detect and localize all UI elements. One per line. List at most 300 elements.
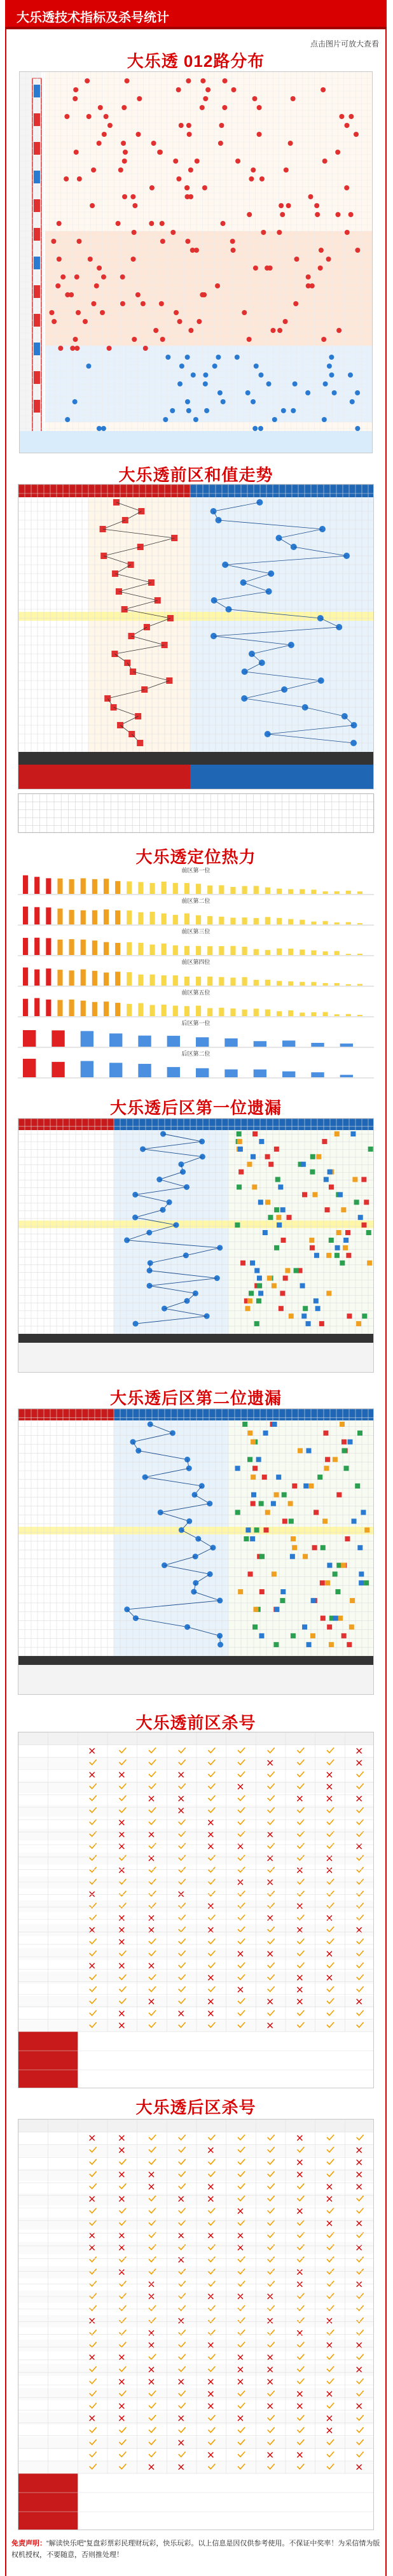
ball [121,141,126,146]
heat-bar [57,1000,62,1016]
check-icon [238,2159,245,2164]
ball [231,87,236,92]
attr-mark [325,1580,330,1585]
cross-icon [208,2403,213,2409]
ball [101,274,106,280]
check-icon [149,2159,156,2164]
attr-mark [310,1633,315,1638]
highlight-row [18,1527,374,1534]
heat-bar [138,975,143,986]
check-icon [357,2135,364,2140]
check-icon [90,1939,97,1944]
cross-icon [119,2403,124,2409]
attr-mark [329,1238,334,1243]
ball [254,364,259,369]
check-icon [179,2281,186,2286]
ball [215,283,220,288]
ball [283,319,288,324]
attr-mark [237,1131,242,1136]
check-icon [327,2011,334,2016]
ball [98,105,103,110]
heat-bar [34,938,39,955]
heat-bar [311,1043,324,1047]
cross-icon [208,2011,213,2016]
heat-bar [149,912,155,924]
attr-mark [354,1200,359,1205]
attr-mark [240,1261,245,1266]
ball [157,150,162,155]
ball [242,310,247,315]
check-icon [149,2403,156,2408]
attr-mark [259,1501,264,1506]
check-icon [238,2184,245,2189]
disclaimer-text: “解读快乐吧”复盘彩票彩民理财玩彩，快乐玩彩。以上信息是因仅供参考使用。不保证中奖率！为采信情为版权机授权，不要随意，否则推处理！ [11,2540,380,2559]
ball [160,221,165,226]
heat-bar [115,943,120,955]
check-icon [327,2305,334,2311]
kill-row-bg [18,2193,374,2205]
check-icon [179,2305,186,2311]
ball [194,248,199,253]
attr-mark [291,1536,296,1541]
ball [348,212,354,217]
ball [197,319,202,324]
check-icon [208,1772,215,1777]
check-icon [208,1963,215,1968]
attr-mark [359,1571,364,1576]
check-icon [327,1891,334,1896]
heat-row-label: 后区第一位 [181,1020,210,1026]
heat-bar [282,1040,295,1047]
attr-mark [247,1298,252,1303]
attr-mark [301,1162,306,1167]
sum-trend-stats [18,793,374,833]
attr-mark [245,1306,250,1311]
heat-bar [149,883,155,894]
check-icon [268,1891,275,1896]
check-icon [357,1986,364,1992]
check-icon [119,1891,126,1896]
attr-mark [252,1184,257,1189]
ball [326,257,331,262]
heat-bar [104,942,109,955]
ball [355,248,360,253]
heat-bar [162,914,167,924]
heat-bar [346,954,351,955]
col-marker [34,113,40,126]
chart-back-second-miss[interactable] [18,1408,374,1695]
chart-sum-trend[interactable] [18,484,374,789]
cross-icon [119,1868,124,1873]
ball [65,417,70,422]
heat-bar [115,972,120,986]
cross-icon [327,1773,332,1778]
ball [72,399,78,404]
heat-bar [57,970,62,986]
cross-icon [119,1773,124,1778]
attr-mark [303,1554,308,1559]
attr-mark [338,1192,343,1197]
check-icon [297,2379,304,2384]
attr-mark [340,1261,345,1266]
attr-mark [237,1139,242,1144]
ball [193,417,198,422]
attr-mark [364,1527,369,1532]
heat-bar [288,981,293,986]
heat-bar [46,938,51,955]
ball [322,159,328,164]
bottom-dark [18,1656,374,1665]
check-icon [268,1939,275,1944]
check-icon [297,2427,304,2432]
check-icon [357,2256,364,2261]
ball [291,96,296,101]
ball [261,230,266,235]
ball [49,310,54,315]
ball [319,248,324,253]
check-icon [208,2135,215,2140]
attr-mark [251,1154,256,1159]
attr-mark [314,1253,319,1258]
heat-bar [265,888,270,894]
attr-mark [290,1554,295,1559]
kill-row-bg [18,2267,374,2279]
ball [223,78,228,83]
check-icon [90,2330,97,2335]
check-icon [179,2354,186,2360]
ball [355,426,360,431]
check-icon [327,2379,334,2384]
section-title-heat: 大乐透定位热力 [135,847,256,867]
heat-bar [46,1000,51,1016]
ball [120,301,125,306]
check-icon [327,1748,334,1753]
attr-mark [272,1283,277,1288]
cross-icon [357,2160,362,2165]
cross-icon [327,2428,332,2433]
heat-bar [81,1001,86,1016]
check-icon [90,1843,97,1848]
check-icon [238,2135,245,2140]
zoom-hint: 点击图片可放大查看 [310,39,379,48]
check-icon [327,1963,334,1968]
ball [73,87,78,92]
ball [57,221,62,226]
heat-bar [104,972,109,986]
check-icon [327,1843,334,1848]
attr-mark [341,1633,347,1638]
cross-icon [119,2379,124,2384]
attr-mark [257,1276,262,1281]
disclaimer [11,2538,380,2561]
kill-row-bg [18,2020,374,2032]
attr-mark [254,1268,259,1273]
check-icon [238,1772,245,1777]
cross-icon [179,2011,184,2016]
attr-mark [333,1457,338,1462]
section-title-back-kill: 大乐透后区杀号 [135,2098,256,2117]
check-icon [297,2232,304,2237]
chart-footer [20,431,373,453]
check-icon [119,2305,126,2311]
attr-mark [281,1238,286,1243]
ball [102,132,107,137]
ball [344,123,349,128]
kill-head [18,1732,374,1745]
ball [130,194,135,199]
heat-bar [92,940,97,955]
attr-mark [343,1245,348,1250]
attr-mark [338,1616,343,1621]
miss-ball [180,1169,186,1175]
ball [173,159,178,164]
attr-mark [333,1616,338,1621]
check-icon [238,1820,245,1825]
ball [322,417,327,422]
ball [318,265,323,271]
kill-row-bg [18,1900,374,1913]
ball [195,159,200,164]
ball [185,194,190,199]
ball [339,114,344,119]
chart-012-distribution[interactable] [19,71,373,453]
col-marker [34,314,40,327]
heat-bar [34,998,39,1016]
attr-mark [263,1431,268,1436]
check-icon [90,1986,97,1992]
ball [266,381,272,386]
attr-mark [312,1545,317,1550]
cross-icon [149,2184,154,2190]
check-icon [297,2305,304,2311]
cross-icon [297,2403,302,2409]
ball [257,105,262,110]
ball [258,426,263,431]
check-icon [179,2184,186,2189]
heat-bar [196,1006,201,1016]
check-icon [179,1963,186,1968]
table-back-kill[interactable] [18,2119,374,2530]
ball [354,132,359,137]
heat-bar [46,907,51,924]
heat-bar [196,916,201,924]
check-icon [90,2427,97,2432]
heat-row-label: 前区第四位 [181,959,210,965]
heat-row-label: 前区第一位 [181,867,210,874]
ball [221,221,226,226]
heat-bar [81,1031,93,1047]
ball [116,221,121,226]
attr-mark [280,1291,285,1296]
ball [205,87,210,92]
heat-bar [104,1001,109,1016]
attr-mark [249,1291,254,1296]
attr-mark [237,1184,242,1189]
attr-mark [254,1321,259,1326]
heat-bar [346,1014,351,1016]
heat-bar [162,944,167,955]
cross-icon [297,2209,302,2214]
check-icon [327,2232,334,2237]
check-icon [238,2403,245,2408]
check-icon [268,1748,275,1753]
issue-col [18,497,88,752]
cross-icon [179,1796,184,1801]
check-icon [327,2256,334,2261]
attr-mark [256,1457,261,1462]
heat-bar [230,887,235,894]
ball [86,114,92,119]
check-icon [179,2159,186,2164]
attr-mark [357,1431,362,1436]
heat-bar [81,970,86,986]
kill-row-bg [18,2242,374,2254]
heat-bar [254,1070,266,1077]
cross-icon [149,1964,154,1969]
ball [230,239,235,244]
check-icon [208,1986,215,1992]
heat-bar [322,891,328,894]
ball [280,212,285,217]
kill-row-bg [18,2315,374,2327]
ball [176,87,181,92]
attr-mark [322,1139,327,1144]
attr-mark [327,1563,332,1568]
section-title-012: 大乐透 012路分布 [127,52,265,71]
check-icon [327,1820,334,1825]
check-icon [119,2281,126,2286]
bottom-dark [18,1334,374,1343]
check-icon [268,2135,275,2140]
check-icon [357,2305,364,2311]
heat-bar [92,1002,97,1016]
attr-mark [274,1207,279,1212]
cross-icon [327,1796,332,1801]
heat-bar [242,977,247,986]
attr-mark [250,1536,255,1541]
check-icon [297,2354,304,2360]
heat-bar [242,917,247,924]
attr-mark [341,1440,347,1445]
heat-bar [138,1036,151,1047]
check-icon [238,2281,245,2286]
col-marker [34,171,40,183]
attr-mark [256,1298,261,1303]
cross-icon [297,1868,302,1873]
cross-icon [90,2355,95,2360]
ball [91,301,96,306]
heat-bar [196,884,201,894]
cross-icon [357,2282,362,2287]
miss-ball [184,1624,190,1630]
check-icon [90,2379,97,2384]
ball [336,328,341,333]
heat-bar [242,886,247,894]
check-icon [90,1915,97,1920]
check-icon [268,2232,275,2237]
check-icon [149,2452,156,2457]
kill-row-bg [18,1972,374,1984]
kill-row-bg [18,1781,374,1793]
ball [184,185,190,190]
check-icon [357,2330,364,2335]
ball [284,167,289,173]
ball [179,123,184,128]
attr-mark [291,1633,296,1638]
attr-mark [321,1545,326,1550]
heat-bar [138,912,143,924]
attr-mark [333,1571,338,1576]
kill-row-bg [18,1805,374,1817]
heat-bar [149,975,155,986]
heat-bar [277,918,282,924]
attr-mark [276,1475,281,1480]
ball [149,221,154,226]
ball [72,96,78,101]
kill-row-bg [18,2437,374,2449]
heat-bar [265,950,270,955]
table-front-kill[interactable] [18,1732,374,2088]
check-icon [179,1915,186,1920]
ball [104,114,109,119]
col-marker [34,228,40,241]
miss-ball [184,1457,190,1462]
check-icon [357,1963,364,1968]
check-icon [238,2011,245,2016]
heat-bar [311,921,316,924]
cross-icon [179,2233,184,2238]
heat-bar [346,984,351,986]
cross-icon [119,1939,124,1944]
attr-mark [301,1313,307,1319]
check-icon [268,1795,275,1801]
blue-mark [350,740,357,746]
ball [85,78,90,83]
check-icon [327,2281,334,2286]
ball [97,141,102,146]
ball [149,185,155,190]
ball [281,408,286,413]
attr-mark [310,1245,315,1250]
check-icon [357,2011,364,2016]
check-icon [149,2256,156,2261]
attr-mark [235,1510,240,1515]
attr-mark [309,1238,314,1243]
check-icon [297,1963,304,1968]
cross-icon [119,1820,124,1825]
attr-mark [303,1306,308,1311]
miss-ball [217,1642,223,1648]
chart-back-first-miss[interactable] [18,1118,374,1373]
ball [332,390,337,395]
ball [74,346,79,351]
check-icon [179,1820,186,1825]
heat-bar [149,1005,155,1016]
check-icon [119,1986,126,1992]
ball [64,114,69,119]
ball [251,167,256,173]
miss-ball [132,1215,138,1221]
heat-bar [138,882,143,894]
check-icon [297,1748,304,1753]
kill-row-bg [18,2218,374,2230]
cross-icon [179,1892,184,1897]
check-icon [297,2011,304,2016]
check-icon [208,2305,215,2311]
ball [88,257,93,262]
ball [185,239,190,244]
ball [203,372,208,378]
